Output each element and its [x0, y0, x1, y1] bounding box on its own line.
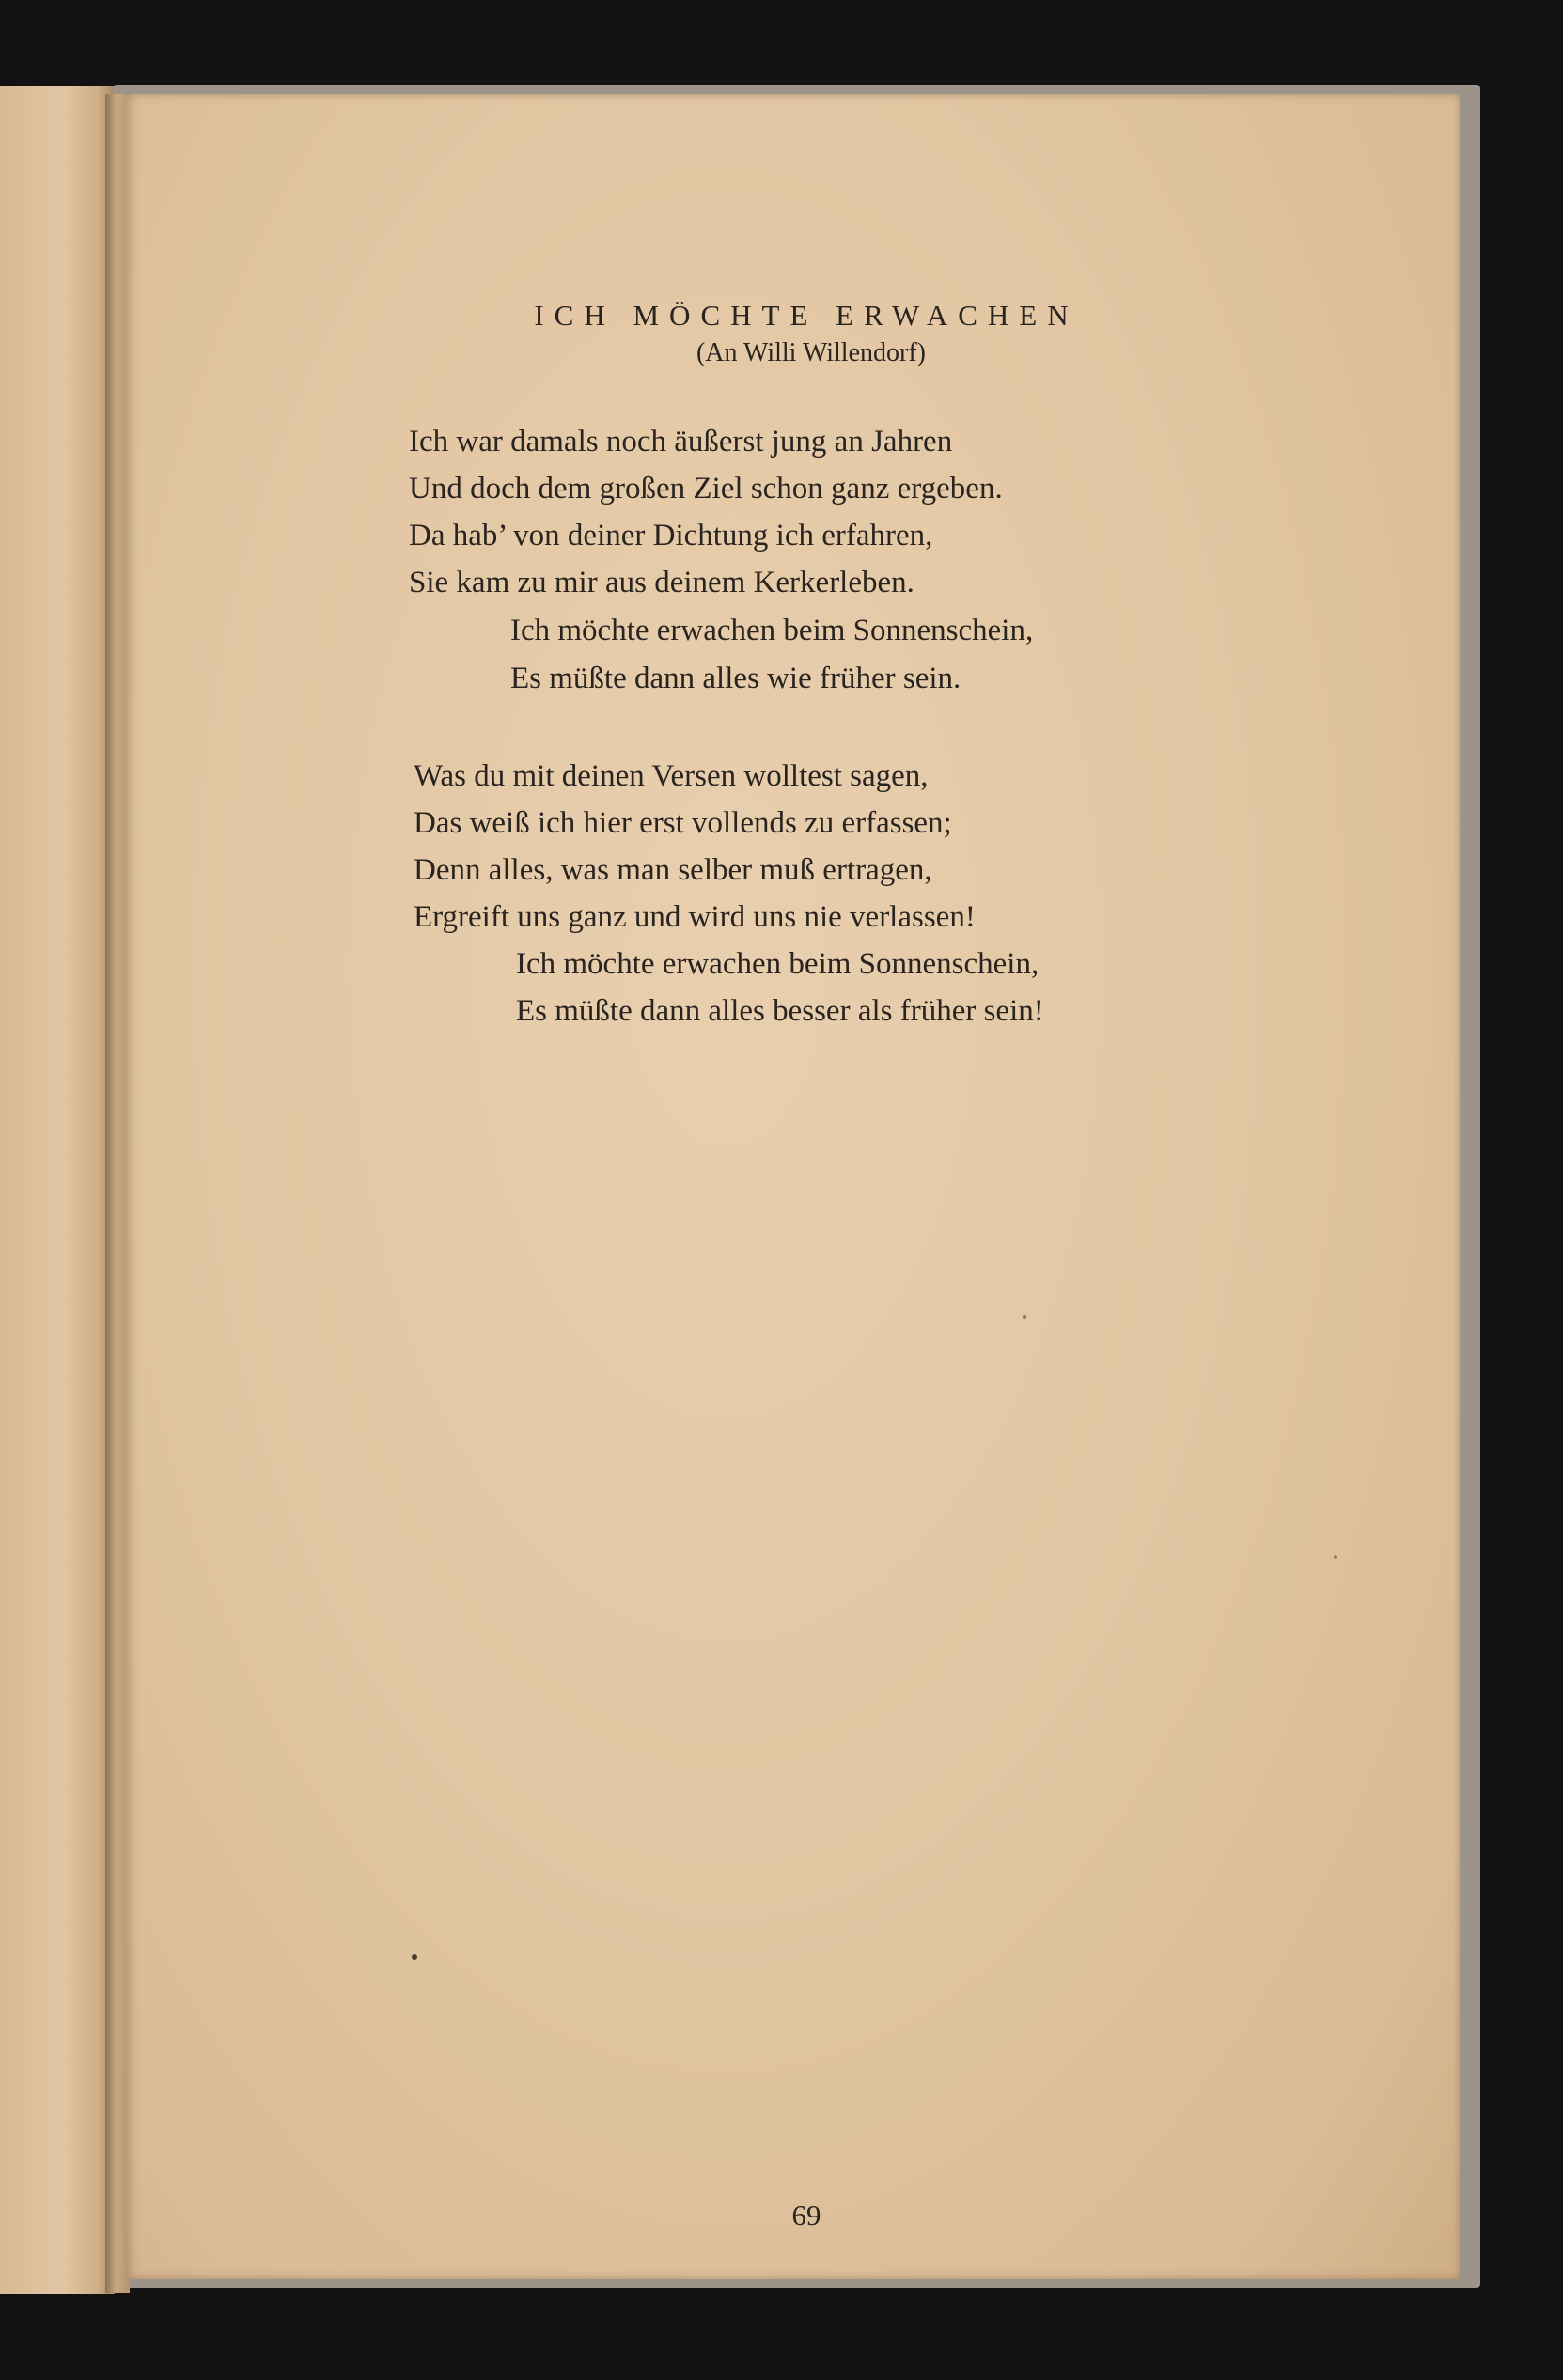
verse-line: Sie kam zu mir aus deinem Kerkerleben. — [409, 566, 914, 599]
right-page — [125, 94, 1460, 2279]
refrain-line: Ich möchte erwachen beim Sonnenschein, — [516, 947, 1039, 981]
verse-line: Ich war damals noch äußerst jung an Jahren — [409, 425, 953, 459]
verse-line: Was du mit deinen Versen wolltest sagen, — [414, 759, 929, 793]
poem-dedication: (An Willi Willendorf) — [696, 338, 926, 367]
poem-title: ICH MÖCHTE ERWACHEN — [534, 299, 1079, 332]
verse-line: Und doch dem großen Ziel schon ganz ergeben. — [409, 472, 1003, 506]
verse-line: Da hab’ von deiner Dichtung ich erfahren, — [409, 519, 933, 552]
verse-line: Das weiß ich hier erst vollends zu erfassen; — [414, 806, 952, 840]
verse-line: Denn alles, was man selber muß ertragen, — [414, 853, 932, 887]
left-page-edge — [0, 86, 115, 2294]
page-number: 69 — [791, 2199, 821, 2232]
refrain-line: Ich möchte erwachen beim Sonnenschein, — [510, 614, 1034, 647]
paper-speck — [1334, 1555, 1337, 1559]
refrain-line: Es müßte dann alles besser als früher sein! — [516, 994, 1044, 1028]
page-text — [125, 94, 1460, 2279]
refrain-line: Es müßte dann alles wie früher sein. — [510, 661, 961, 695]
verse-line: Ergreift uns ganz und wird uns nie verlassen! — [414, 900, 976, 934]
paper-speck — [1023, 1315, 1026, 1319]
paper-speck — [412, 1954, 417, 1960]
